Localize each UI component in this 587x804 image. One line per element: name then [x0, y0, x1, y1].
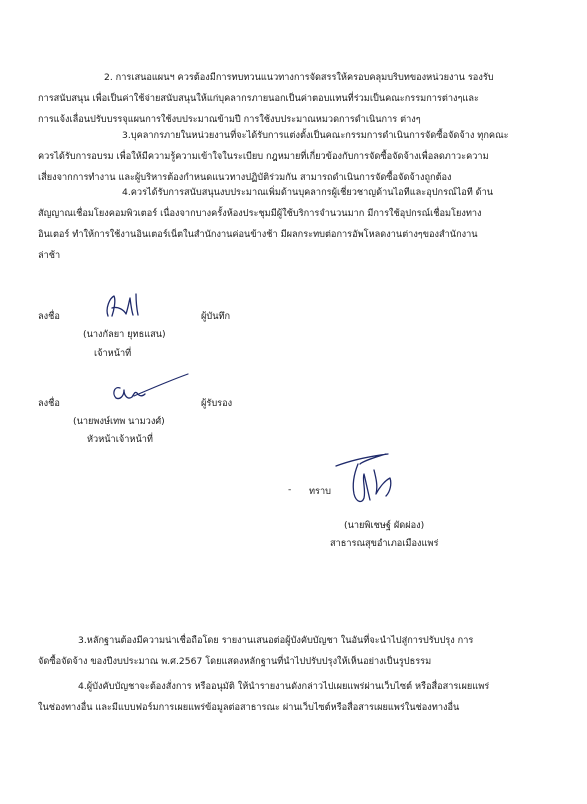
paragraph-line: การสนับสนุน เพื่อเป็นค่าใช้จ่ายสนับสนุนให้แก่บุคลากรภายนอกเป็นค่าตอบแทนที่ร่วมเป็นคณะกรรมการต่างๆและ	[38, 93, 479, 104]
recorder-position: เจ้าหน้าที่	[94, 348, 132, 359]
recorder-sign-label: ลงชื่อ	[38, 311, 60, 322]
paragraph-5	[38, 630, 553, 672]
certifier-signature	[108, 372, 190, 406]
recorder-role-label: ผู้บันทึก	[201, 311, 231, 322]
paragraph-line: การแจ้งเลื่อนปรับบรรจุแผนการใช้งบประมาณข้ามปี การใช้งบประมาณหมวดการดำเนินการ ต่างๆ	[38, 114, 421, 125]
paragraph-line: 4.ควรได้รับการสนับสนุนงบประมาณเพิ่มด้านบุคลากรผู้เชี่ยวชาญด้านไอทีและอุปกรณ์ไอที ด้าน	[122, 187, 494, 198]
paragraph-line: ล่าช้า	[38, 250, 61, 261]
paragraph-2	[38, 67, 553, 130]
certifier-role-label: ผู้รับรอง	[201, 398, 233, 409]
paragraph-line: 3.หลักฐานต้องมีความน่าเชื่อถือโดย รายงานเสนอต่อผู้บังคับบัญชา ในอันที่จะนำไปสู่การปรับปรุง การ	[78, 635, 474, 646]
paragraph-3	[38, 125, 553, 188]
acknowledger-position: สาธารณสุขอำเภอเมืองแพร่	[330, 538, 439, 549]
certifier-sign-label: ลงชื่อ	[38, 398, 60, 409]
recorder-name: (นางกัลยา ยุทธแสน)	[83, 329, 166, 340]
acknowledger-dash: -	[288, 484, 292, 495]
paragraph-line: สัญญาณเชื่อมโยงคอมพิวเตอร์ เนื่องจากบางครั้งห้องประชุมมีผู้ใช้บริการจำนวนมาก มีการใช้อุปกรณ์เชื่อมโยงทาง	[38, 208, 482, 219]
recorder-signature	[102, 290, 146, 322]
acknowledger-signature	[328, 450, 408, 510]
paragraph-line: 4.ผู้บังคับบัญชาจะต้องสั่งการ หรืออนุมัติ ให้นำรายงานดังกล่าวไปเผยแพร่ผ่านเว็บไซต์ หรือสื่อสารเผยแพร่	[78, 681, 490, 692]
paragraph-line: ในช่องทางอื่น และมีแบบฟอร์มการเผยแพร่ข้อมูลต่อสาธารณะ ผ่านเว็บไซต์หรือสื่อสารเผยแพร่ในช่องทางอื่น	[38, 702, 460, 713]
paragraph-line: อินเตอร์ ทำให้การใช้งานอินเตอร์เน็ตในสำนักงานค่อนข้างช้า มีผลกระทบต่อการอัพโหลดงานต่างๆของสำนักงาน	[38, 229, 478, 240]
paragraph-line: 2. การเสนอแผนฯ ควรต้องมีการทบทวนแนวทางการจัดสรรให้ครอบคลุมบริบทของหน่วยงาน รองรับ	[104, 72, 494, 83]
paragraph-line: 3.บุคลากรภายในหน่วยงานที่จะได้รับการแต่งตั้งเป็นคณะกรรมการดำเนินการจัดซื้อจัดจ้าง ทุกคณะ	[122, 130, 509, 141]
certifier-position: หัวหน้าเจ้าหน้าที่	[87, 434, 153, 445]
paragraph-line: เสี่ยงจากการทำงาน และผู้บริหารต้องกำหนดแนวทางปฏิบัติร่วมกัน สามารถดำเนินการจัดซื้อจัดจ้างถูกต้อง	[38, 172, 452, 183]
acknowledger-name: (นายพิเชษฐ์ ผัดผ่อง)	[344, 520, 425, 531]
paragraph-6	[38, 676, 553, 718]
paragraph-4	[38, 182, 553, 266]
certifier-name: (นายพงษ์เทพ นามวงศ์)	[73, 416, 165, 427]
paragraph-line: ควรได้รับการอบรม เพื่อให้มีความรู้ความเข้าใจในระเบียบ กฎหมายที่เกี่ยวข้องกับการจัดซื้อจัดจ้างเพื่อลดภาวะความ	[38, 151, 489, 162]
paragraph-line: จัดซื้อจัดจ้าง ของปีงบประมาณ พ.ศ.2567 โดยแสดงหลักฐานที่นำไปปรับปรุงให้เห็นอย่างเป็นรูปธรรม	[38, 656, 432, 667]
acknowledger-ack-label: ทราบ	[309, 486, 331, 497]
